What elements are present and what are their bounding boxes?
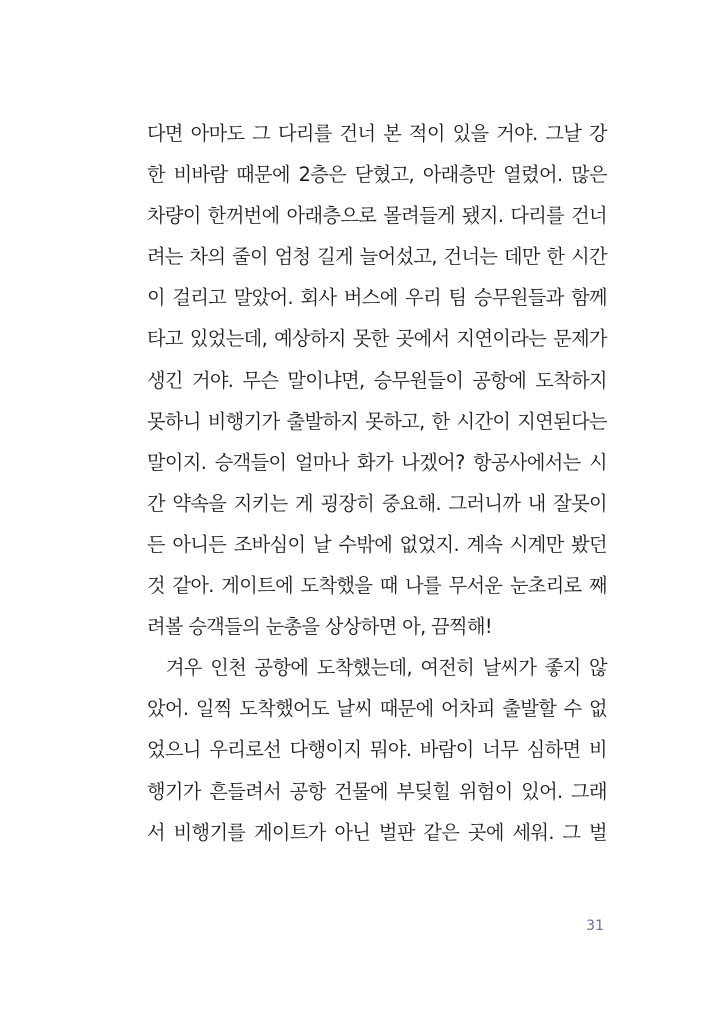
text-line: 려는 차의 줄이 엄청 길게 늘어섰고, 건너는 데만 한 시간 bbox=[147, 245, 607, 269]
text-line: 간 약속을 지키는 게 굉장히 중요해. 그러니까 내 잘못이 bbox=[147, 491, 607, 515]
text-line: 려볼 승객들의 눈총을 상상하면 아, 끔찍해! bbox=[147, 615, 492, 639]
paragraph-1 bbox=[147, 113, 607, 647]
text-line: 차량이 한꺼번에 아래층으로 몰려들게 됐지. 다리를 건너 bbox=[147, 204, 607, 228]
text-line: 말이지. 승객들이 얼마나 화가 나겠어? 항공사에서는 시 bbox=[147, 450, 607, 474]
text-line: 못하니 비행기가 출발하지 못하고, 한 시간이 지연된다는 bbox=[147, 409, 607, 433]
paragraph-2 bbox=[147, 647, 607, 852]
text-line: 타고 있었는데, 예상하지 못한 곳에서 지연이라는 문제가 bbox=[147, 327, 607, 351]
text-line: 겨우 인천 공항에 도착했는데, 여전히 날씨가 좋지 않 bbox=[166, 656, 607, 680]
text-line: 서 비행기를 게이트가 아닌 벌판 같은 곳에 세워. 그 벌 bbox=[147, 820, 607, 844]
text-line: 다면 아마도 그 다리를 건너 본 적이 있을 거야. 그날 강 bbox=[147, 122, 607, 145]
text-line: 것 같아. 게이트에 도착했을 때 나를 무서운 눈초리로 째 bbox=[147, 574, 607, 598]
page-number: 31 bbox=[586, 918, 604, 934]
text-line: 이 걸리고 말았어. 회사 버스에 우리 팀 승무원들과 함께 bbox=[147, 286, 607, 310]
text-line: 생긴 거야. 무슨 말이냐면, 승무원들이 공항에 도착하지 bbox=[147, 368, 607, 392]
text-line: 든 아니든 조바심이 날 수밖에 없었지. 계속 시계만 봤던 bbox=[147, 532, 607, 556]
text-line: 었으니 우리로선 다행이지 뭐야. 바람이 너무 심하면 비 bbox=[147, 738, 607, 762]
text-line: 았어. 일찍 도착했어도 날씨 때문에 어차피 출발할 수 없 bbox=[147, 697, 607, 721]
body-text bbox=[147, 113, 607, 853]
text-line: 한 비바람 때문에 2층은 닫혔고, 아래층만 열렸어. 많은 bbox=[147, 163, 607, 187]
text-line: 행기가 흔들려서 공항 건물에 부딪힐 위험이 있어. 그래 bbox=[147, 779, 607, 803]
